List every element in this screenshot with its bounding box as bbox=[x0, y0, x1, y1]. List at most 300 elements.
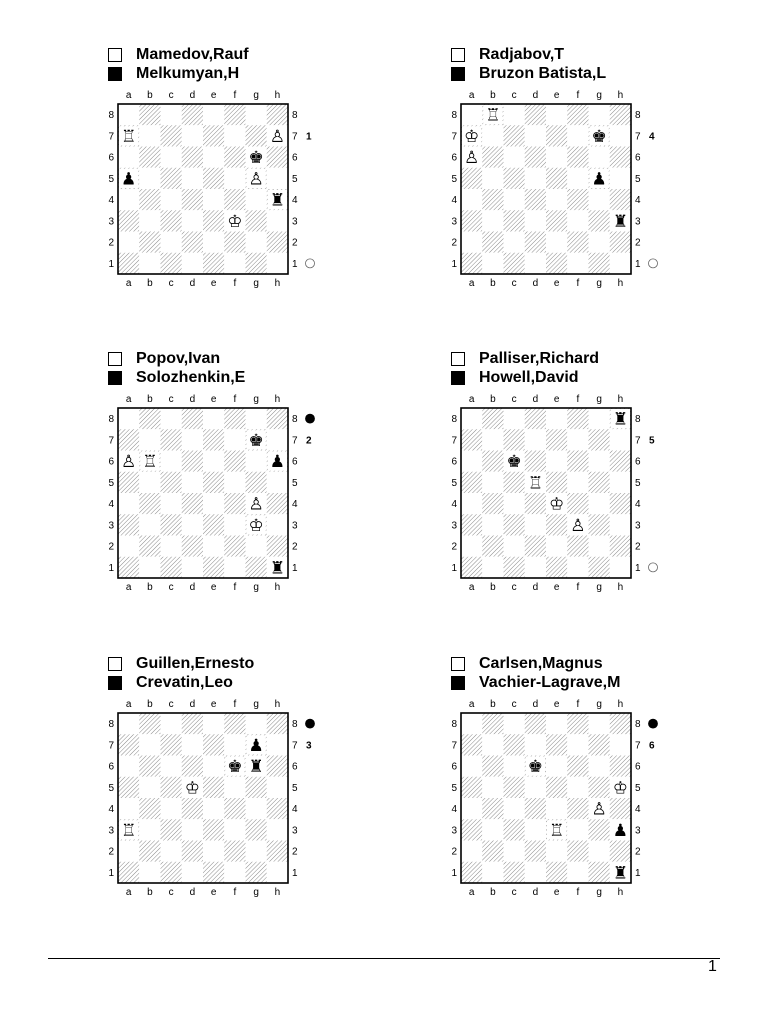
board-square bbox=[246, 777, 267, 798]
board-square bbox=[567, 232, 588, 253]
white-piece-icon: ♔ bbox=[612, 778, 628, 799]
board-square bbox=[224, 557, 245, 578]
file-label-bottom: a bbox=[468, 887, 475, 898]
board-square bbox=[161, 756, 182, 777]
rank-label-left: 5 bbox=[451, 173, 457, 185]
board-square bbox=[567, 253, 588, 274]
board-square bbox=[482, 557, 503, 578]
rank-label-right: 8 bbox=[292, 414, 298, 426]
file-label-bottom: e bbox=[210, 887, 217, 898]
file-label-top: f bbox=[233, 699, 237, 710]
file-label-top: d bbox=[532, 90, 539, 101]
board-square bbox=[246, 125, 267, 146]
board-square bbox=[139, 514, 160, 535]
board-square bbox=[461, 841, 482, 862]
board-square bbox=[546, 862, 567, 883]
board-square bbox=[525, 713, 546, 734]
board-square bbox=[482, 232, 503, 253]
black-player-name: Solozhenkin,E bbox=[136, 369, 246, 386]
board-square bbox=[525, 841, 546, 862]
file-label-top: h bbox=[274, 90, 281, 101]
chess-board bbox=[451, 696, 681, 911]
board-square bbox=[267, 819, 288, 840]
black-square-icon bbox=[451, 676, 465, 690]
white-square-icon bbox=[108, 352, 122, 366]
board-square bbox=[546, 713, 567, 734]
file-label-top: a bbox=[125, 90, 132, 101]
file-label-top: c bbox=[511, 699, 517, 710]
board-square bbox=[589, 756, 610, 777]
board-square bbox=[567, 408, 588, 429]
board-square bbox=[224, 189, 245, 210]
file-label-top: g bbox=[253, 394, 259, 405]
board-square bbox=[267, 168, 288, 189]
board-square bbox=[589, 819, 610, 840]
board-square bbox=[504, 756, 525, 777]
board-square bbox=[589, 777, 610, 798]
board-square bbox=[224, 104, 245, 125]
rank-label-right: 4 bbox=[635, 195, 641, 207]
board-square bbox=[546, 104, 567, 125]
white-piece-icon: ♖ bbox=[121, 820, 137, 841]
file-label-bottom: h bbox=[274, 582, 281, 593]
board-square bbox=[546, 408, 567, 429]
board-square bbox=[118, 472, 139, 493]
file-label-bottom: e bbox=[553, 582, 560, 593]
board-square bbox=[203, 819, 224, 840]
board-square bbox=[610, 451, 631, 472]
board-square bbox=[118, 536, 139, 557]
board-square bbox=[203, 168, 224, 189]
white-to-move-icon bbox=[649, 563, 658, 572]
white-square-icon bbox=[451, 657, 465, 671]
board-square bbox=[203, 841, 224, 862]
board-square bbox=[567, 756, 588, 777]
file-label-bottom: g bbox=[596, 278, 602, 289]
board-square bbox=[118, 104, 139, 125]
board-square bbox=[203, 232, 224, 253]
board-square bbox=[161, 713, 182, 734]
white-piece-icon: ♙ bbox=[464, 148, 480, 169]
file-label-bottom: h bbox=[617, 278, 624, 289]
board-square bbox=[461, 408, 482, 429]
file-label-bottom: e bbox=[210, 582, 217, 593]
white-player-name: Carlsen,Magnus bbox=[479, 655, 603, 672]
board-square bbox=[482, 536, 503, 557]
board-square bbox=[139, 862, 160, 883]
file-label-top: g bbox=[596, 90, 602, 101]
file-label-bottom: a bbox=[125, 887, 132, 898]
file-label-top: f bbox=[576, 394, 580, 405]
board-square bbox=[139, 756, 160, 777]
rank-label-left: 3 bbox=[451, 520, 457, 532]
board-square bbox=[567, 536, 588, 557]
rank-label-right: 4 bbox=[635, 499, 641, 511]
board-square bbox=[118, 232, 139, 253]
black-square-icon bbox=[451, 67, 465, 81]
board-square bbox=[567, 147, 588, 168]
board-square bbox=[546, 734, 567, 755]
file-label-bottom: a bbox=[125, 582, 132, 593]
black-square-icon bbox=[108, 371, 122, 385]
rank-label-right: 1 bbox=[292, 562, 298, 574]
board-square bbox=[610, 168, 631, 189]
file-label-top: f bbox=[576, 90, 580, 101]
board-square bbox=[610, 713, 631, 734]
board-square bbox=[525, 147, 546, 168]
white-piece-icon: ♙ bbox=[121, 452, 137, 473]
rank-label-left: 7 bbox=[451, 131, 457, 143]
board-square bbox=[139, 777, 160, 798]
rank-label-left: 4 bbox=[451, 195, 457, 207]
file-label-bottom: b bbox=[490, 278, 496, 289]
file-label-top: h bbox=[617, 394, 624, 405]
board-square bbox=[246, 451, 267, 472]
file-label-bottom: h bbox=[274, 278, 281, 289]
board-square bbox=[139, 168, 160, 189]
board-square bbox=[246, 232, 267, 253]
board-square bbox=[525, 429, 546, 450]
board-square bbox=[504, 210, 525, 231]
board-square bbox=[504, 168, 525, 189]
board-square bbox=[161, 104, 182, 125]
white-square-icon bbox=[451, 48, 465, 62]
board-square bbox=[139, 493, 160, 514]
board-square bbox=[504, 104, 525, 125]
board-square bbox=[139, 713, 160, 734]
board-square bbox=[525, 189, 546, 210]
white-piece-icon: ♔ bbox=[464, 126, 480, 147]
file-label-bottom: a bbox=[468, 278, 475, 289]
chess-board bbox=[108, 87, 338, 302]
board-square bbox=[118, 493, 139, 514]
board-square bbox=[267, 408, 288, 429]
file-label-bottom: d bbox=[532, 887, 539, 898]
board-square bbox=[546, 168, 567, 189]
board-square bbox=[567, 189, 588, 210]
board-square bbox=[589, 536, 610, 557]
board-square bbox=[482, 819, 503, 840]
board-square bbox=[267, 232, 288, 253]
board-square bbox=[203, 557, 224, 578]
board-square bbox=[482, 189, 503, 210]
rank-label-right: 4 bbox=[292, 499, 298, 511]
rank-label-left: 3 bbox=[451, 216, 457, 228]
rank-label-left: 6 bbox=[108, 456, 114, 468]
board-square bbox=[246, 408, 267, 429]
board-square bbox=[139, 232, 160, 253]
rank-label-right: 3 bbox=[292, 520, 298, 532]
file-label-top: a bbox=[125, 699, 132, 710]
board-square bbox=[118, 408, 139, 429]
board-square bbox=[482, 168, 503, 189]
board-square bbox=[139, 734, 160, 755]
file-label-top: h bbox=[617, 90, 624, 101]
board-square bbox=[267, 798, 288, 819]
board-square bbox=[482, 713, 503, 734]
board-square bbox=[546, 557, 567, 578]
board-square bbox=[267, 841, 288, 862]
board-square bbox=[482, 777, 503, 798]
rank-label-left: 8 bbox=[451, 414, 457, 426]
board-square bbox=[567, 472, 588, 493]
board-square bbox=[246, 536, 267, 557]
board-square bbox=[504, 734, 525, 755]
black-player-name: Melkumyan,H bbox=[136, 65, 240, 82]
white-piece-icon: ♖ bbox=[121, 126, 137, 147]
white-player-name: Guillen,Ernesto bbox=[136, 655, 255, 672]
board-square bbox=[589, 147, 610, 168]
board-square bbox=[224, 472, 245, 493]
board-square bbox=[224, 408, 245, 429]
board-square bbox=[161, 734, 182, 755]
board-square bbox=[139, 253, 160, 274]
board-square bbox=[525, 104, 546, 125]
board-square bbox=[182, 557, 203, 578]
board-square bbox=[610, 841, 631, 862]
board-square bbox=[161, 493, 182, 514]
file-label-top: c bbox=[168, 394, 174, 405]
board-square bbox=[203, 777, 224, 798]
board-square bbox=[589, 734, 610, 755]
rank-label-left: 3 bbox=[108, 825, 114, 837]
board-square bbox=[546, 472, 567, 493]
board-square bbox=[546, 841, 567, 862]
board-square bbox=[525, 536, 546, 557]
file-label-top: a bbox=[468, 90, 475, 101]
board-square bbox=[567, 713, 588, 734]
board-square bbox=[546, 756, 567, 777]
white-piece-icon: ♔ bbox=[248, 515, 264, 536]
file-label-top: g bbox=[253, 90, 259, 101]
rank-label-right: 8 bbox=[292, 719, 298, 731]
file-label-bottom: f bbox=[576, 582, 580, 593]
board-square bbox=[161, 557, 182, 578]
board-square bbox=[504, 841, 525, 862]
board-square bbox=[161, 841, 182, 862]
board-square bbox=[567, 798, 588, 819]
board-square bbox=[461, 819, 482, 840]
board-square bbox=[504, 125, 525, 146]
black-piece-icon: ♜ bbox=[612, 863, 628, 884]
board-square bbox=[182, 189, 203, 210]
board-square bbox=[589, 429, 610, 450]
board-square bbox=[546, 536, 567, 557]
board-square bbox=[224, 734, 245, 755]
rank-label-left: 4 bbox=[108, 804, 114, 816]
white-to-move-icon bbox=[649, 259, 658, 268]
rank-label-left: 1 bbox=[451, 562, 457, 574]
file-label-bottom: f bbox=[233, 278, 237, 289]
black-piece-icon: ♜ bbox=[612, 211, 628, 232]
rank-label-left: 5 bbox=[451, 782, 457, 794]
rank-label-right: 2 bbox=[292, 237, 298, 249]
board-square bbox=[182, 841, 203, 862]
file-label-bottom: g bbox=[253, 582, 259, 593]
board-square bbox=[182, 713, 203, 734]
board-square bbox=[461, 168, 482, 189]
board-square bbox=[461, 536, 482, 557]
diagram-number: 1 bbox=[306, 131, 312, 143]
board-square bbox=[224, 232, 245, 253]
board-square bbox=[203, 408, 224, 429]
chess-board bbox=[108, 391, 338, 606]
black-player-name: Crevatin,Leo bbox=[136, 674, 233, 691]
file-label-bottom: f bbox=[576, 278, 580, 289]
black-player-name: Vachier-Lagrave,M bbox=[479, 674, 621, 691]
board-square bbox=[224, 451, 245, 472]
rank-label-left: 1 bbox=[451, 258, 457, 270]
rank-label-left: 1 bbox=[451, 867, 457, 879]
file-label-top: e bbox=[210, 699, 217, 710]
white-piece-icon: ♙ bbox=[591, 799, 607, 820]
board-square bbox=[525, 232, 546, 253]
chess-diagram-2 bbox=[108, 351, 388, 621]
file-label-bottom: d bbox=[189, 887, 196, 898]
board-square bbox=[118, 777, 139, 798]
black-player-name: Howell,David bbox=[479, 369, 579, 386]
board-square bbox=[589, 104, 610, 125]
rank-label-right: 4 bbox=[292, 195, 298, 207]
board-square bbox=[246, 798, 267, 819]
board-square bbox=[203, 472, 224, 493]
file-label-top: a bbox=[468, 699, 475, 710]
black-piece-icon: ♚ bbox=[527, 757, 543, 778]
file-label-top: b bbox=[147, 394, 153, 405]
file-label-top: e bbox=[553, 699, 560, 710]
diagram-number: 3 bbox=[306, 740, 312, 752]
file-label-top: b bbox=[490, 90, 496, 101]
rank-label-left: 8 bbox=[108, 414, 114, 426]
rank-label-left: 3 bbox=[451, 825, 457, 837]
board-square bbox=[161, 472, 182, 493]
board-square bbox=[589, 189, 610, 210]
rank-label-left: 2 bbox=[108, 846, 114, 858]
rank-label-left: 2 bbox=[451, 237, 457, 249]
black-square-icon bbox=[451, 371, 465, 385]
board-square bbox=[224, 841, 245, 862]
board-square bbox=[567, 819, 588, 840]
board-square bbox=[482, 429, 503, 450]
rank-label-right: 1 bbox=[292, 258, 298, 270]
white-piece-icon: ♙ bbox=[570, 515, 586, 536]
black-piece-icon: ♚ bbox=[248, 148, 264, 169]
white-piece-icon: ♖ bbox=[549, 820, 565, 841]
board-square bbox=[567, 451, 588, 472]
black-piece-icon: ♜ bbox=[248, 757, 264, 778]
board-square bbox=[482, 756, 503, 777]
board-square bbox=[461, 557, 482, 578]
board-square bbox=[203, 798, 224, 819]
board-square bbox=[118, 557, 139, 578]
board-square bbox=[267, 493, 288, 514]
board-square bbox=[267, 862, 288, 883]
board-square bbox=[567, 557, 588, 578]
board-square bbox=[224, 713, 245, 734]
board-square bbox=[267, 210, 288, 231]
chess-board bbox=[451, 87, 681, 302]
white-piece-icon: ♔ bbox=[184, 778, 200, 799]
board-square bbox=[161, 536, 182, 557]
file-label-top: d bbox=[189, 699, 196, 710]
board-square bbox=[182, 104, 203, 125]
board-square bbox=[203, 514, 224, 535]
board-square bbox=[610, 557, 631, 578]
file-label-bottom: d bbox=[189, 278, 196, 289]
board-square bbox=[182, 536, 203, 557]
board-square bbox=[139, 472, 160, 493]
board-square bbox=[161, 189, 182, 210]
board-square bbox=[224, 253, 245, 274]
file-label-top: d bbox=[189, 394, 196, 405]
rank-label-right: 8 bbox=[635, 414, 641, 426]
board-square bbox=[589, 408, 610, 429]
board-square bbox=[161, 210, 182, 231]
black-to-move-icon bbox=[306, 414, 315, 423]
board-square bbox=[161, 819, 182, 840]
file-label-bottom: c bbox=[168, 887, 174, 898]
board-square bbox=[246, 104, 267, 125]
board-square bbox=[203, 451, 224, 472]
file-label-bottom: f bbox=[576, 887, 580, 898]
board-square bbox=[267, 253, 288, 274]
board-square bbox=[525, 514, 546, 535]
board-square bbox=[461, 429, 482, 450]
board-square bbox=[203, 862, 224, 883]
board-square bbox=[139, 104, 160, 125]
rank-label-right: 6 bbox=[292, 456, 298, 468]
file-label-top: e bbox=[210, 394, 217, 405]
rank-label-right: 6 bbox=[635, 456, 641, 468]
diagram-number: 2 bbox=[306, 435, 312, 447]
board-square bbox=[482, 862, 503, 883]
file-label-top: c bbox=[511, 90, 517, 101]
board-square bbox=[546, 147, 567, 168]
rank-label-right: 3 bbox=[292, 216, 298, 228]
board-square bbox=[482, 125, 503, 146]
black-piece-icon: ♚ bbox=[506, 452, 522, 473]
rank-label-right: 5 bbox=[292, 173, 298, 185]
rank-label-right: 7 bbox=[635, 740, 641, 752]
board-square bbox=[139, 429, 160, 450]
board-square bbox=[224, 429, 245, 450]
white-player-name: Palliser,Richard bbox=[479, 350, 600, 367]
board-square bbox=[246, 713, 267, 734]
board-square bbox=[182, 147, 203, 168]
file-label-top: b bbox=[147, 699, 153, 710]
file-label-bottom: e bbox=[210, 278, 217, 289]
file-label-top: c bbox=[511, 394, 517, 405]
board-square bbox=[161, 777, 182, 798]
rank-label-right: 2 bbox=[635, 237, 641, 249]
board-square bbox=[224, 168, 245, 189]
rank-label-right: 8 bbox=[292, 110, 298, 122]
board-square bbox=[546, 210, 567, 231]
rank-label-left: 2 bbox=[108, 237, 114, 249]
board-square bbox=[182, 798, 203, 819]
board-square bbox=[224, 819, 245, 840]
board-square bbox=[182, 451, 203, 472]
file-label-bottom: b bbox=[147, 278, 153, 289]
board-square bbox=[224, 798, 245, 819]
board-square bbox=[224, 862, 245, 883]
rank-label-right: 2 bbox=[635, 541, 641, 553]
board-square bbox=[567, 210, 588, 231]
board-square bbox=[182, 168, 203, 189]
board-square bbox=[546, 514, 567, 535]
board-square bbox=[267, 514, 288, 535]
rank-label-left: 4 bbox=[108, 195, 114, 207]
